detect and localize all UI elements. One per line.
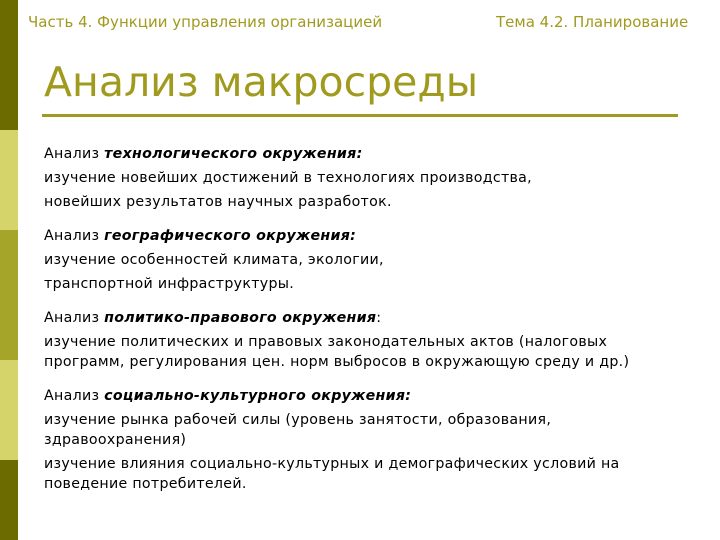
side-stripe-segment: [0, 130, 18, 230]
section-line: транспортной инфраструктуры.: [44, 276, 295, 292]
side-stripe-segment: [0, 230, 18, 360]
section-line: новейших результатов научных разработок.: [44, 194, 392, 210]
section-line: изучение особенностей климата, экологии,: [44, 252, 384, 268]
section-heading-emphasis: политико-правового окружения: [104, 310, 377, 326]
section-technological: [44, 144, 684, 212]
section-line: изучение политических и правовых законодательных актов (налоговых программ, регулирования цен. норм выбросов в окружающую среду и др.): [44, 334, 630, 370]
header-topic: Тема 4.2. Планирование: [496, 13, 689, 31]
section-heading: Анализ социально-культурного окружения:: [44, 388, 412, 404]
side-stripe-segment: [0, 360, 18, 460]
section-line: изучение рынка рабочей силы (уровень занятости, образования, здравоохранения): [44, 412, 552, 448]
side-stripe-segment: [0, 0, 18, 130]
section-heading-emphasis: технологического окружения:: [104, 146, 363, 162]
section-geographic: [44, 226, 684, 294]
page-title: Анализ макросреды: [44, 58, 479, 106]
section-heading: Анализ технологического окружения:: [44, 146, 363, 162]
section-heading-emphasis: социально-культурного окружения:: [104, 388, 412, 404]
section-heading: Анализ политико-правового окружения:: [44, 310, 382, 326]
section-heading: Анализ географического окружения:: [44, 228, 357, 244]
side-stripe-segment: [0, 460, 18, 540]
section-line: изучение новейших достижений в технологиях производства,: [44, 170, 532, 186]
header-part: Часть 4. Функции управления организацией: [28, 13, 383, 31]
content-body: [44, 144, 684, 508]
section-political-legal: [44, 308, 684, 372]
title-underline: [42, 114, 678, 117]
section-heading-emphasis: географического окружения:: [104, 228, 357, 244]
section-line: изучение влияния социально-культурных и демографических условий на поведение потребителей.: [44, 456, 620, 492]
section-socio-cultural: [44, 386, 684, 494]
